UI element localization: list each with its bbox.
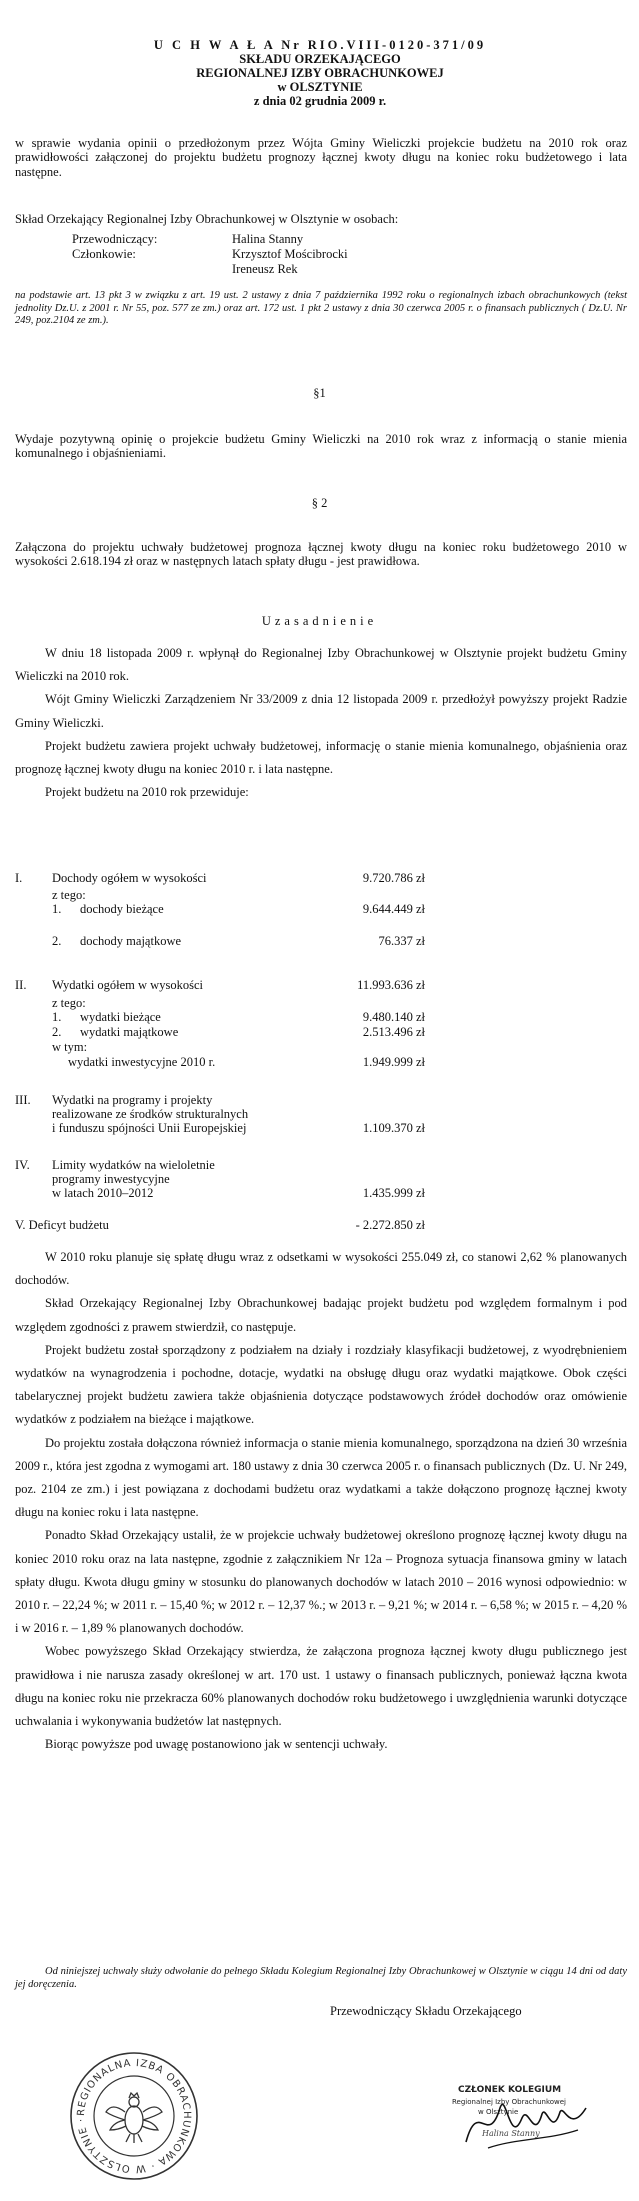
budget-subheading: w tym:	[52, 1040, 88, 1054]
budget-item-number: I.	[15, 871, 23, 885]
resolution-number: U C H W A Ł A Nr RIO.VIII-0120-371/09	[153, 38, 487, 52]
budget-item-label: Limity wydatków na wieloletnie	[52, 1158, 215, 1172]
composition-intro: Skład Orzekający Regionalnej Izby Obrachunkowej w Olsztynie w osobach:	[15, 212, 399, 226]
stamp-line-2: Regionalnej Izby Obrachunkowej	[452, 2098, 567, 2106]
members-role: Członkowie:	[72, 247, 136, 261]
justification-paragraph: W 2010 roku planuje się spłatę długu wraz z odsetkami w wysokości 255.049 zł, co stanowi 2,62 % planowanych dochodów.	[15, 1250, 627, 1288]
justification-paragraph: Projekt budżetu został sporządzony z podziałem na działy i rozdziały klasyfikacji budżetowej, z wyodrębnieniem wydatków na wynagrodzenia i pochodne, dotacje, wydatki na obsługę długu oraz wydatki majątkowe. Obok części tabelarycznej projekt budżetu zawiera także objaśnienia dotyczące podstawowych źródeł dochodów oraz omówienie wydatków z podziałem na bieżące i majątkowe.	[15, 1342, 627, 1427]
budget-deficit-label: V. Deficyt budżetu	[15, 1218, 109, 1232]
justification-heading: Uzasadnienie	[261, 614, 378, 628]
budget-item-amount: 9.720.786 zł	[362, 871, 425, 885]
justification-paragraph: Ponadto Skład Orzekający ustalił, że w projekcie uchwały budżetowej określono prognozę łącznej kwoty długu na koniec 2010 roku oraz na lata następne, zgodnie z załącznikiem Nr 12a – Prognoza sytuacja finansowa gminy w latach spłaty długu. Kwota długu gminy w stosunku do planowanych dochodów w latach 2010 – 2016 wynosi odpowiednio: w 2010 r. – 22,24 %; w 2011 r. – 15,40 %; w 2012 r. – 12,37 %.; w 2013 r. – 9,21 %; w 2014 r. – 6,58 %; w 2015 r. – 4,20 % i w 2016 r. – 1,89 % planowanych dochodów.	[15, 1528, 627, 1636]
budget-item-label: Wydatki ogółem w wysokości	[52, 978, 203, 992]
budget-item-amount: 1.435.999 zł	[362, 1186, 425, 1200]
justification-paragraph: W dniu 18 listopada 2009 r. wpłynął do Regionalnej Izby Obrachunkowej w Olsztynie projekt budżetu Gminy Wieliczki na 2010 rok.	[15, 646, 627, 684]
budget-subitem-label: wydatki bieżące	[80, 1010, 161, 1024]
justification-paragraph: Do projektu została dołączona również informacja o stanie mienia komunalnego, sporządzona na dzień 30 września 2009 r., która jest zgodna z wymogami art. 180 ustawy z dnia 30 czerwca 2005 r. o finansach publicznych (Dz. U. Nr 249, poz. 2104 ze zm.) i jest powiązana z dochodami budżetu oraz wydatkami a także dołączono prognozę łącznej kwoty długu na koniec roku i lata następne.	[15, 1435, 627, 1520]
budget-subitem-number: 1.	[52, 902, 62, 916]
budget-subheading: z tego:	[52, 996, 86, 1010]
justification-paragraph: Projekt budżetu zawiera projekt uchwały budżetowej, informację o stanie mienia komunalnego, objaśnienia oraz prognozę łącznej kwoty długu na koniec 2010 r. i lata następne.	[15, 738, 627, 777]
budget-item-label: Wydatki na programy i projekty	[52, 1093, 213, 1107]
budget-deficit-amount: - 2.272.850 zł	[355, 1218, 425, 1232]
section-mark-1: §1	[313, 386, 326, 400]
member-stamp-with-signature	[448, 2078, 598, 2158]
appeal-note: Od niniejszej uchwały służy odwołanie do pełnego Składu Kolegium Regionalnej Izby Obrachunkowej w Olsztynie w ciągu 14 dni od daty jej doręczenia.	[15, 1966, 627, 1990]
section-text-1: Wydaje pozytywną opinię o projekcie budżetu Gminy Wieliczki na 2010 rok wraz z informacją o stanie mienia komunalnego i objaśnieniami.	[15, 432, 627, 461]
budget-subitem-number: 1.	[52, 1010, 62, 1024]
legal-basis: na podstawie art. 13 pkt 3 w związku z art. 19 ust. 2 ustawy z dnia 7 października 1992 roku o regionalnych izbach obrachunkowych (tekst jednolity Dz.U. z 2001 r. Nr 55, poz. 577 ze zm.) oraz art. 172 ust. 1 pkt 2 ustawy z dnia 30 czerwca 2005 r. o finansach publicznych ( Dz.U. Nr 249, poz.2104 ze zm.).	[15, 290, 627, 326]
section-mark-2: § 2	[311, 496, 328, 510]
budget-item-label: programy inwestycyjne	[52, 1172, 170, 1186]
resolution-subject: w sprawie wydania opinii o przedłożonym przez Wójta Gminy Wieliczki projekcie budżetu na 2010 rok oraz prawidłowości załączonej do projektu budżetu prognozy łącznej kwoty długu na koniec roku budżetowego i lata następne.	[15, 136, 627, 179]
budget-item-label: i funduszu spójności Unii Europejskiej	[52, 1121, 247, 1135]
section-text-2: Załączona do projektu uchwały budżetowej prognoza łącznej kwoty długu na koniec roku budżetowego 2010 w wysokości 2.618.194 zł oraz w następnych latach spłaty długu - jest prawidłowa.	[15, 540, 627, 569]
budget-subitem-amount: 9.480.140 zł	[362, 1010, 425, 1024]
budget-item-label: Dochody ogółem w wysokości	[52, 871, 207, 885]
budget-item-amount: 1.109.370 zł	[362, 1121, 425, 1135]
chair-role: Przewodniczący:	[72, 232, 158, 246]
budget-subitem-amount: 1.949.999 zł	[362, 1055, 425, 1069]
issuer-line-1: SKŁADU ORZEKAJĄCEGO	[239, 52, 401, 66]
budget-subitem-number: 2.	[52, 1025, 62, 1039]
budget-subitem-label: wydatki majątkowe	[80, 1025, 179, 1039]
issuer-line-2: REGIONALNEJ IZBY OBRACHUNKOWEJ	[196, 66, 444, 80]
stamp-line-3: w Olsztynie	[478, 2108, 519, 2116]
budget-subitem-number: 2.	[52, 934, 62, 948]
member-1-name: Krzysztof Mościbrocki	[232, 247, 348, 261]
budget-subitem-amount: 2.513.496 zł	[362, 1025, 425, 1039]
budget-subitem-amount: 76.337 zł	[378, 934, 425, 948]
justification-paragraph: Wobec powyższego Skład Orzekający stwierdza, że załączona prognoza łącznej kwoty długu publicznego jest prawidłowa i nie narusza zasady określonej w art. 170 ust. 1 ustawy o finansach publicznych, ponieważ łączna kwota długu na koniec roku nie przekracza 60% planowanych dochodów roku budżetowego i uwzględnienia warunki dotyczące uchwalania i wykonywania budżetów lat następnych.	[15, 1644, 627, 1729]
justification-paragraph: Projekt budżetu na 2010 rok przewiduje:	[45, 785, 249, 800]
justification-paragraph: Wójt Gminy Wieliczki Zarządzeniem Nr 33/2009 z dnia 12 listopada 2009 r. przedłożył powyższy projekt Radzie Gminy Wieliczki.	[15, 692, 627, 730]
official-seal	[68, 2050, 200, 2182]
budget-subheading: z tego:	[52, 888, 86, 902]
chair-name: Halina Stanny	[232, 232, 304, 246]
issuer-location: w OLSZTYNIE	[277, 80, 363, 94]
resolution-date: z dnia 02 grudnia 2009 r.	[253, 94, 387, 108]
budget-item-number: II.	[15, 978, 27, 992]
justification-paragraph: Skład Orzekający Regionalnej Izby Obrachunkowej badając projekt budżetu pod względem formalnym i pod względem zgodności z prawem stwierdził, co następuje.	[15, 1296, 627, 1334]
budget-subitem-label: dochody majątkowe	[80, 934, 182, 948]
budget-item-label: realizowane ze środków strukturalnych	[52, 1107, 249, 1121]
seal-text: REGIONALNA IZBA OBRACHUNKOWA · W OLSZTYNIE ·	[75, 2057, 193, 2175]
eagle-emblem-icon	[106, 2093, 162, 2143]
stamp-line-1: CZŁONEK KOLEGIUM	[458, 2085, 562, 2095]
stamp-name: Halina Stanny	[482, 2129, 540, 2138]
budget-item-number: III.	[15, 1093, 31, 1107]
budget-subitem-label: dochody bieżące	[80, 902, 164, 916]
justification-body	[15, 1246, 627, 1756]
budget-item-amount: 11.993.636 zł	[357, 978, 425, 992]
budget-subitem-amount: 9.644.449 zł	[362, 902, 425, 916]
signature-block-title: Przewodniczący Składu Orzekającego	[330, 2004, 522, 2018]
budget-item-label: w latach 2010–2012	[52, 1186, 154, 1200]
budget-item-number: IV.	[15, 1158, 30, 1172]
budget-subitem-label: wydatki inwestycyjne 2010 r.	[68, 1055, 216, 1069]
justification-paragraph: Biorąc powyższe pod uwagę postanowiono jak w sentencji uchwały.	[45, 1737, 388, 1752]
justification-intro	[15, 642, 627, 804]
member-2-name: Ireneusz Rek	[232, 262, 298, 276]
